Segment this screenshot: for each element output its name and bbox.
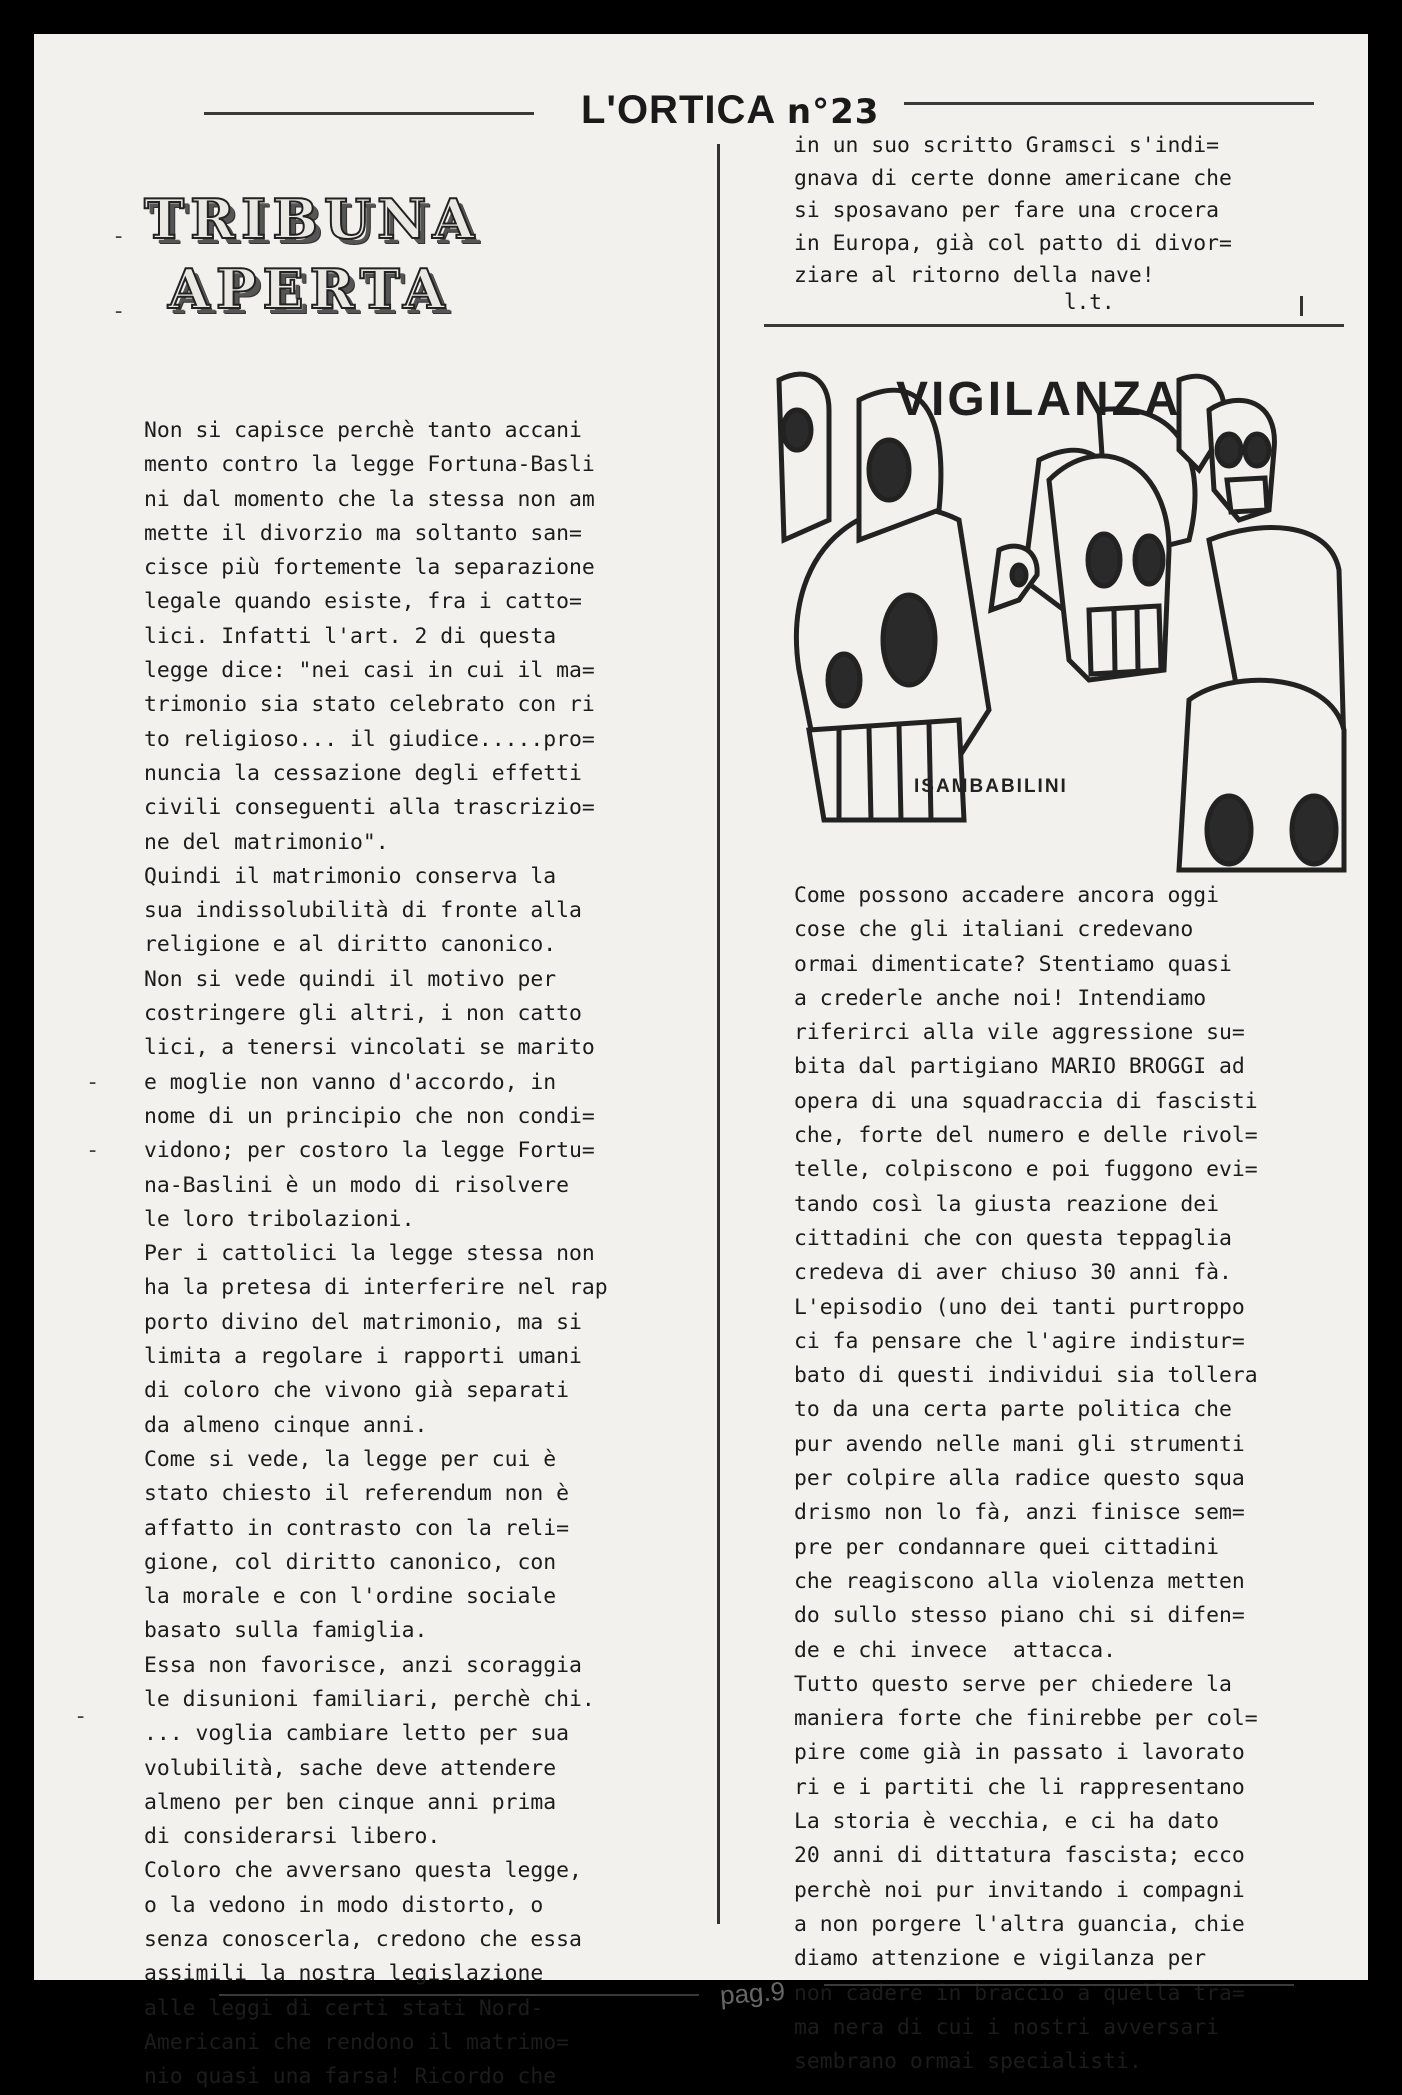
margin-dash: - (112, 224, 126, 249)
masthead (581, 88, 879, 133)
box-corner-mark (1300, 296, 1303, 316)
illustration-caption: ISAMBABILINI (914, 776, 1068, 797)
vigilanza-title: VIGILANZA (896, 373, 1182, 426)
article-vigilanza: Come possono accadere ancora oggi cose che gli italiani credevano ormai dimenticate? Stentiamo quasi a crederle anche noi! Intendiamo riferirci alla vile aggressione su= bita dal partigiano MARIO BROGGI ad opera di una squadraccia di fascisti che, forte del numero e delle rivol= telle, colpiscono e poi fuggono evi= tando così la giusta reazione dei cittadini che con questa teppaglia credeva di aver chiuso 30 anni fà. L'episodio (uno dei tanti purtroppo ci fa pensare che l'agire indistur= bato di questi individui sia tollera to da una certa parte politica che pur avendo nelle mani gli strumenti per colpire alla radice questo squa drismo non lo fà, anzi finisce sem= pre per condannare quei cittadini che reagiscono alla violenza metten do sullo stesso piano chi si difen= de e chi invece attacca. Tutto questo serve per chiedere la maniera forte che finirebbe per col= pire come già in passato i lavorato ri e i partiti che li rappresentano La storia è vecchia, e ci ha dato 20 anni di dittatura fascista; ecco perchè noi pur invitando i compagni a non porgere l'altra guancia, chie diamo attenzione e vigilanza per non cadere in braccio a quella tra= ma nera di cui i nostri avversari sembrano ormai specialisti. (794, 883, 1258, 2075)
margin-dash: - (112, 299, 126, 324)
column-divider (717, 144, 720, 1924)
section-heading-tribuna-aperta (144, 184, 564, 324)
heading-line-1: TRIBUNA (144, 187, 481, 251)
masthead-rule-left (204, 112, 534, 115)
page-number: pag.9 (718, 1975, 787, 2011)
margin-dash: - (86, 1138, 100, 1163)
masthead-title: L'ORTICA (581, 88, 775, 132)
author-signature: l.t. (1064, 290, 1115, 314)
margin-dash: - (74, 1704, 88, 1729)
issue-number: n°23 (786, 92, 880, 132)
footer-rule-right (824, 1984, 1294, 1986)
section-divider (764, 324, 1344, 327)
margin-dash: - (86, 1070, 100, 1095)
masthead-rule-right (904, 102, 1314, 105)
document-page (34, 34, 1368, 2090)
footer-rule-left (219, 1994, 699, 1996)
article-tribuna-aperta: Non si capisce perchè tanto accani mento contro la legge Fortuna-Basli ni dal momento che la stessa non am mette il divorzio ma soltanto san= cisce più fortemente la separazione legale quando esiste, fra i catto= lici. Infatti l'art. 2 di questa legge dice: "nei casi in cui il ma= trimonio sia stato celebrato con ri to religioso... il giudice.....pro= nuncia la cessazione degli effetti civili conseguenti alla trascrizio= ne del matrimonio". Quindi il matrimonio conserva la sua indissolubilità di fronte alla religione e al diritto canonico. Non si vede quindi il motivo per costringere gli altri, i non catto lici, a tenersi vincolati se marito e moglie non vanno d'accordo, in nome di un principio che non condi= vidono; per costoro la legge Fortu= na-Baslini è un modo di risolvere le loro tribolazioni. Per i cattolici la legge stessa non ha la pretesa di interferire nel rap porto divino del matrimonio, ma si limita a regolare i rapporti umani di coloro che vivono già separati da almeno cinque anni. Come si vede, la legge per cui è stato chiesto il referendum non è affatto in contrasto con la reli= gione, col diritto canonico, con la morale e con l'ordine sociale basato sulla famiglia. Essa non favorisce, anzi scoraggia le disunioni familiari, perchè chi. ... voglia cambiare letto per sua volubilità, sache deve attendere almeno per ben cinque anni prima di considerarsi libero. Coloro che avversano questa legge, o la vedono in modo distorto, o senza conoscerla, credono che essa assimili la nostra legislazione alle leggi di certi stati Nord- Americani che rendono il matrimo= nio quasi una farsa! Ricordo che (144, 418, 608, 2090)
article-continuation: in un suo scritto Gramsci s'indi= gnava di certe donne americane che si sposavano per fare una crocera in Europa, già col patto di divor= ziare al ritorno della nave! (794, 133, 1232, 288)
heading-line-2: APERTA (168, 257, 451, 321)
